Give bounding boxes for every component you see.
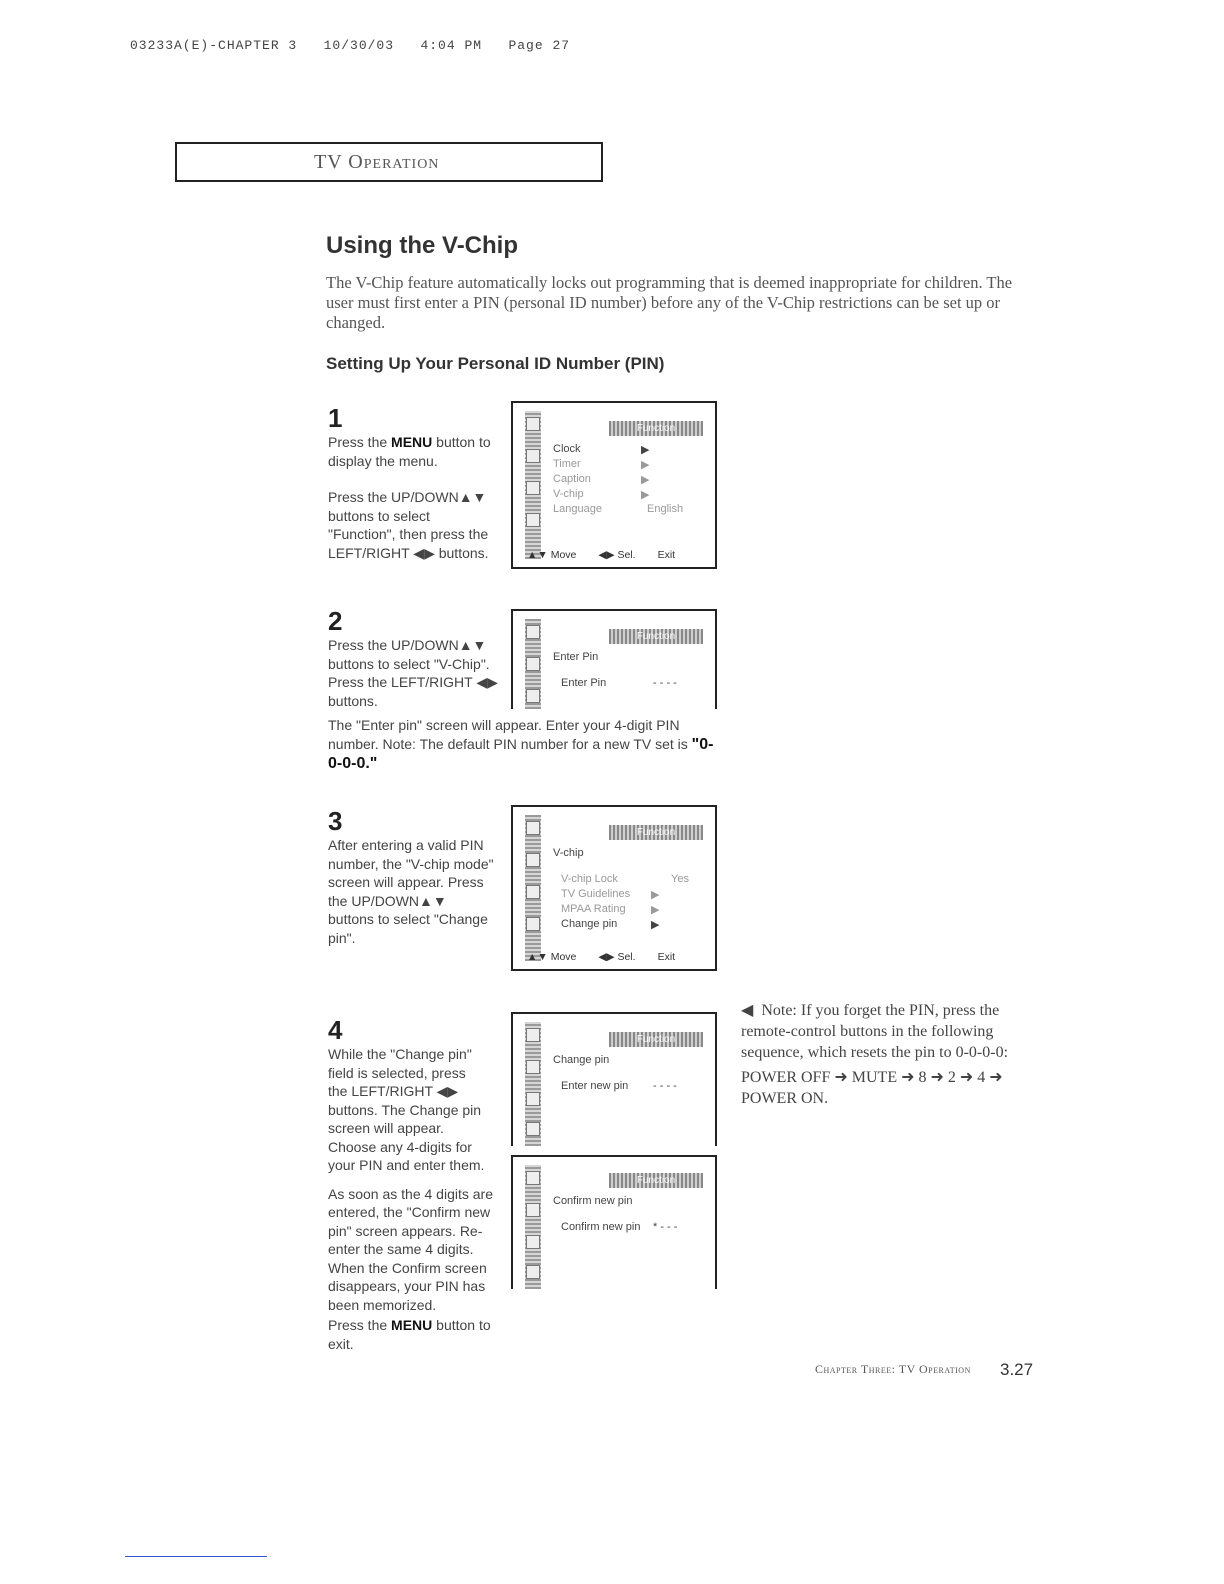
sound-icon [526, 657, 540, 671]
row-arrow-icon: ▶ [641, 444, 650, 456]
step-text: After entering a valid PIN number, the "V-chip mode" screen will appear. Press the UP/DOWN▲▼ buttons to select "Change pin". [328, 837, 494, 946]
menu-row: V-chip [553, 488, 584, 500]
menu-row: Caption [553, 473, 591, 485]
channel-icon [526, 885, 540, 899]
menu-value: English [647, 503, 684, 515]
row-arrow-icon: ▶ [651, 919, 660, 931]
page-number: 3.27 [1000, 1360, 1034, 1379]
channel-icon [526, 481, 540, 495]
pointer-arrow-icon: ◀ [741, 1002, 754, 1019]
function-icon [526, 1122, 540, 1136]
menu-header: Function [609, 421, 703, 436]
step-number: 1 [328, 403, 343, 433]
row-arrow-icon: ▶ [641, 489, 650, 501]
menu-row: Enter Pin [561, 677, 607, 689]
picture-icon [526, 625, 540, 639]
pin-value: * - - - [653, 1221, 678, 1233]
menu-row: Clock [553, 443, 581, 455]
intro-paragraph: The V-Chip feature automatically locks out programming that is deemed inappropriate for children. The user must first enter a PIN (personal ID number) before any of the V-Chip restrictions can be set up or changed. [326, 273, 1013, 332]
sound-icon [526, 1203, 540, 1217]
step-number: 3 [328, 806, 343, 836]
menu-row: Enter new pin [561, 1080, 629, 1092]
screen-title: Confirm new pin [553, 1195, 633, 1207]
menu-row: V-chip Lock [561, 873, 618, 885]
section-title-box [175, 142, 603, 182]
channel-icon [526, 1235, 540, 1249]
step-text: Press the MENU button to exit. [328, 1317, 491, 1352]
menu-row: Change pin [561, 918, 618, 930]
picture-icon [526, 1171, 540, 1185]
screen-title: Enter Pin [553, 651, 599, 663]
menu-row: Timer [553, 458, 581, 470]
menu-row: Language [553, 503, 602, 515]
sound-icon [526, 449, 540, 463]
menu-footer: ▲▼ Move ◀▶ Sel. Exit [527, 951, 676, 963]
chapter-footer: Chapter Three: TV Operation [815, 1362, 971, 1376]
row-arrow-icon: ▶ [651, 889, 660, 901]
menu-header: Function [609, 825, 703, 840]
channel-icon [526, 1092, 540, 1106]
picture-icon [526, 821, 540, 835]
print-header: 03233A(E)-CHAPTER 3 10/30/03 4:04 PM Page 27 [130, 38, 571, 53]
step-text: As soon as the 4 digits are entered, the "Confirm new pin" screen appears. Re-enter the same 4 digits. When the Confirm screen disappears, your PIN has been memorized. [328, 1185, 493, 1313]
step-text: While the "Change pin" field is selected, press the LEFT/RIGHT ◀▶ buttons. The Change pin screen will appear. Choose any 4-digits for your PIN and enter them. [328, 1046, 485, 1173]
sound-icon [526, 1060, 540, 1074]
note [741, 1000, 1009, 1109]
screen-title: Change pin [553, 1054, 610, 1066]
note-sequence: POWER OFF ➜ MUTE ➜ 8 ➜ 2 ➜ 4 ➜ POWER ON. [741, 1069, 1003, 1107]
menu-header: Function [609, 629, 703, 644]
step-number: 4 [328, 1015, 343, 1045]
bottom-rule [125, 1556, 267, 1557]
row-arrow-icon: ▶ [641, 459, 650, 471]
tv-menu-screen-confirm-pin [511, 1155, 717, 1289]
menu-row: TV Guidelines [561, 888, 631, 900]
note-text: ◀ Note: If you forget the PIN, press the remote-control buttons in the following sequence, which resets the pin to 0-0-0-0: [741, 1002, 1009, 1061]
step-text: The "Enter pin" screen will appear. Enter your 4-digit PIN number. Note: The default PIN number for a new TV set is "0-0-0-0." [328, 717, 714, 772]
sound-icon [526, 853, 540, 867]
screen-title: V-chip [553, 847, 584, 859]
menu-header: Function [609, 1032, 703, 1047]
tv-menu-screen-change-pin [511, 1012, 717, 1146]
function-icon [526, 513, 540, 527]
row-arrow-icon: ▶ [641, 474, 650, 486]
step-text: Press the MENU button to display the menu. [328, 434, 491, 469]
pin-value: - - - - [653, 1080, 677, 1092]
menu-header: Function [609, 1173, 703, 1188]
menu-row: MPAA Rating [561, 903, 626, 915]
function-icon [526, 917, 540, 931]
section-title: TV Operation [314, 151, 440, 173]
subsection-title: Setting Up Your Personal ID Number (PIN) [326, 354, 665, 373]
step-number: 2 [328, 606, 343, 636]
menu-value: Yes [671, 873, 689, 885]
function-icon [526, 1265, 540, 1279]
page-title: Using the V-Chip [326, 232, 518, 259]
picture-icon [526, 1028, 540, 1042]
step-text: Press the UP/DOWN▲▼ buttons to select "Function", then press the LEFT/RIGHT ◀▶ buttons. [328, 489, 489, 561]
picture-icon [526, 417, 540, 431]
row-arrow-icon: ▶ [651, 904, 660, 916]
tv-menu-screen-function [511, 401, 717, 569]
menu-row: Confirm new pin [561, 1221, 641, 1233]
tv-menu-screen-enter-pin [511, 609, 717, 709]
function-icon [526, 689, 540, 703]
pin-value: - - - - [653, 677, 677, 689]
step-text: Press the UP/DOWN▲▼ buttons to select "V-Chip". Press the LEFT/RIGHT ◀▶ buttons. [328, 637, 498, 709]
menu-footer: ▲▼ Move ◀▶ Sel. Exit [527, 549, 676, 561]
tv-menu-screen-vchip [511, 805, 717, 971]
